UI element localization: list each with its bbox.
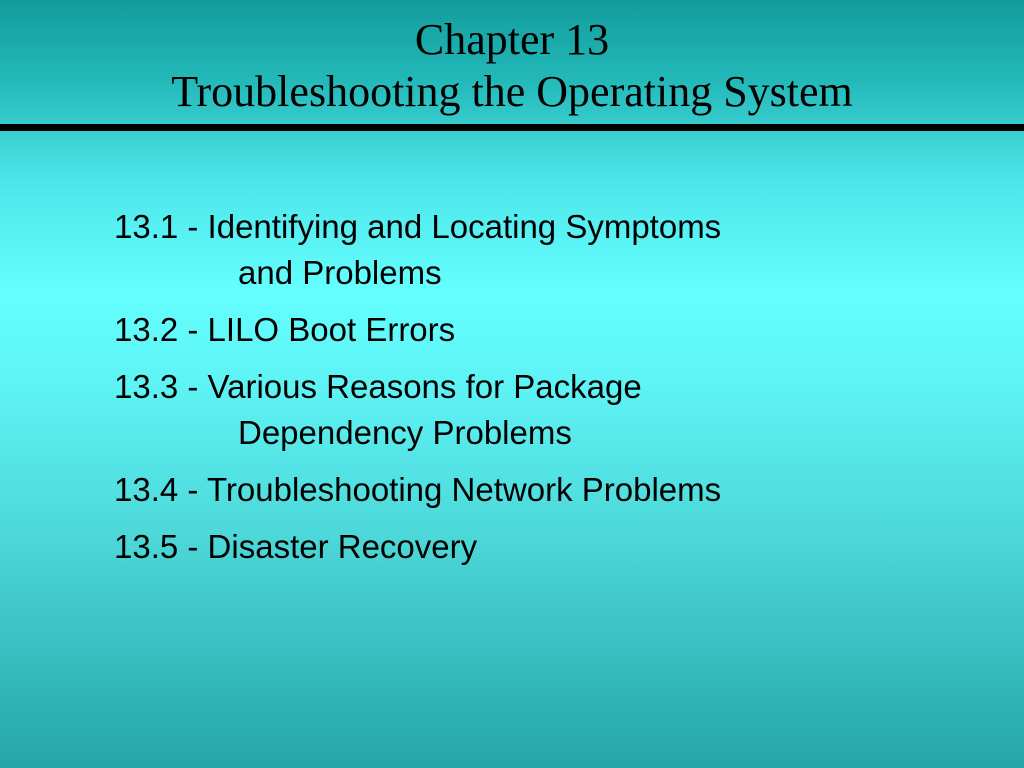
- agenda-item-13-3: [114, 364, 994, 456]
- title-divider: [0, 124, 1024, 131]
- agenda-item-continuation: and Problems: [238, 254, 442, 291]
- agenda-item-text: 13.4 - Troubleshooting Network Problems: [114, 471, 722, 508]
- slide-title: [0, 14, 1024, 118]
- title-line-topic: Troubleshooting the Operating System: [171, 67, 853, 116]
- title-line-chapter: Chapter 13: [414, 15, 610, 64]
- agenda-item-text: 13.1 - Identifying and Locating Symptoms: [114, 208, 722, 245]
- agenda-item-13-1: [114, 204, 994, 296]
- agenda-item-text: 13.3 - Various Reasons for Package: [114, 368, 642, 405]
- agenda-item-continuation: Dependency Problems: [238, 414, 572, 451]
- agenda-list: [114, 204, 994, 570]
- agenda-item-13-2: [114, 307, 994, 353]
- agenda-item-13-4: [114, 467, 994, 513]
- agenda-item-13-5: [114, 524, 994, 570]
- agenda-item-text: 13.2 - LILO Boot Errors: [114, 311, 456, 348]
- agenda-item-text: 13.5 - Disaster Recovery: [114, 528, 478, 565]
